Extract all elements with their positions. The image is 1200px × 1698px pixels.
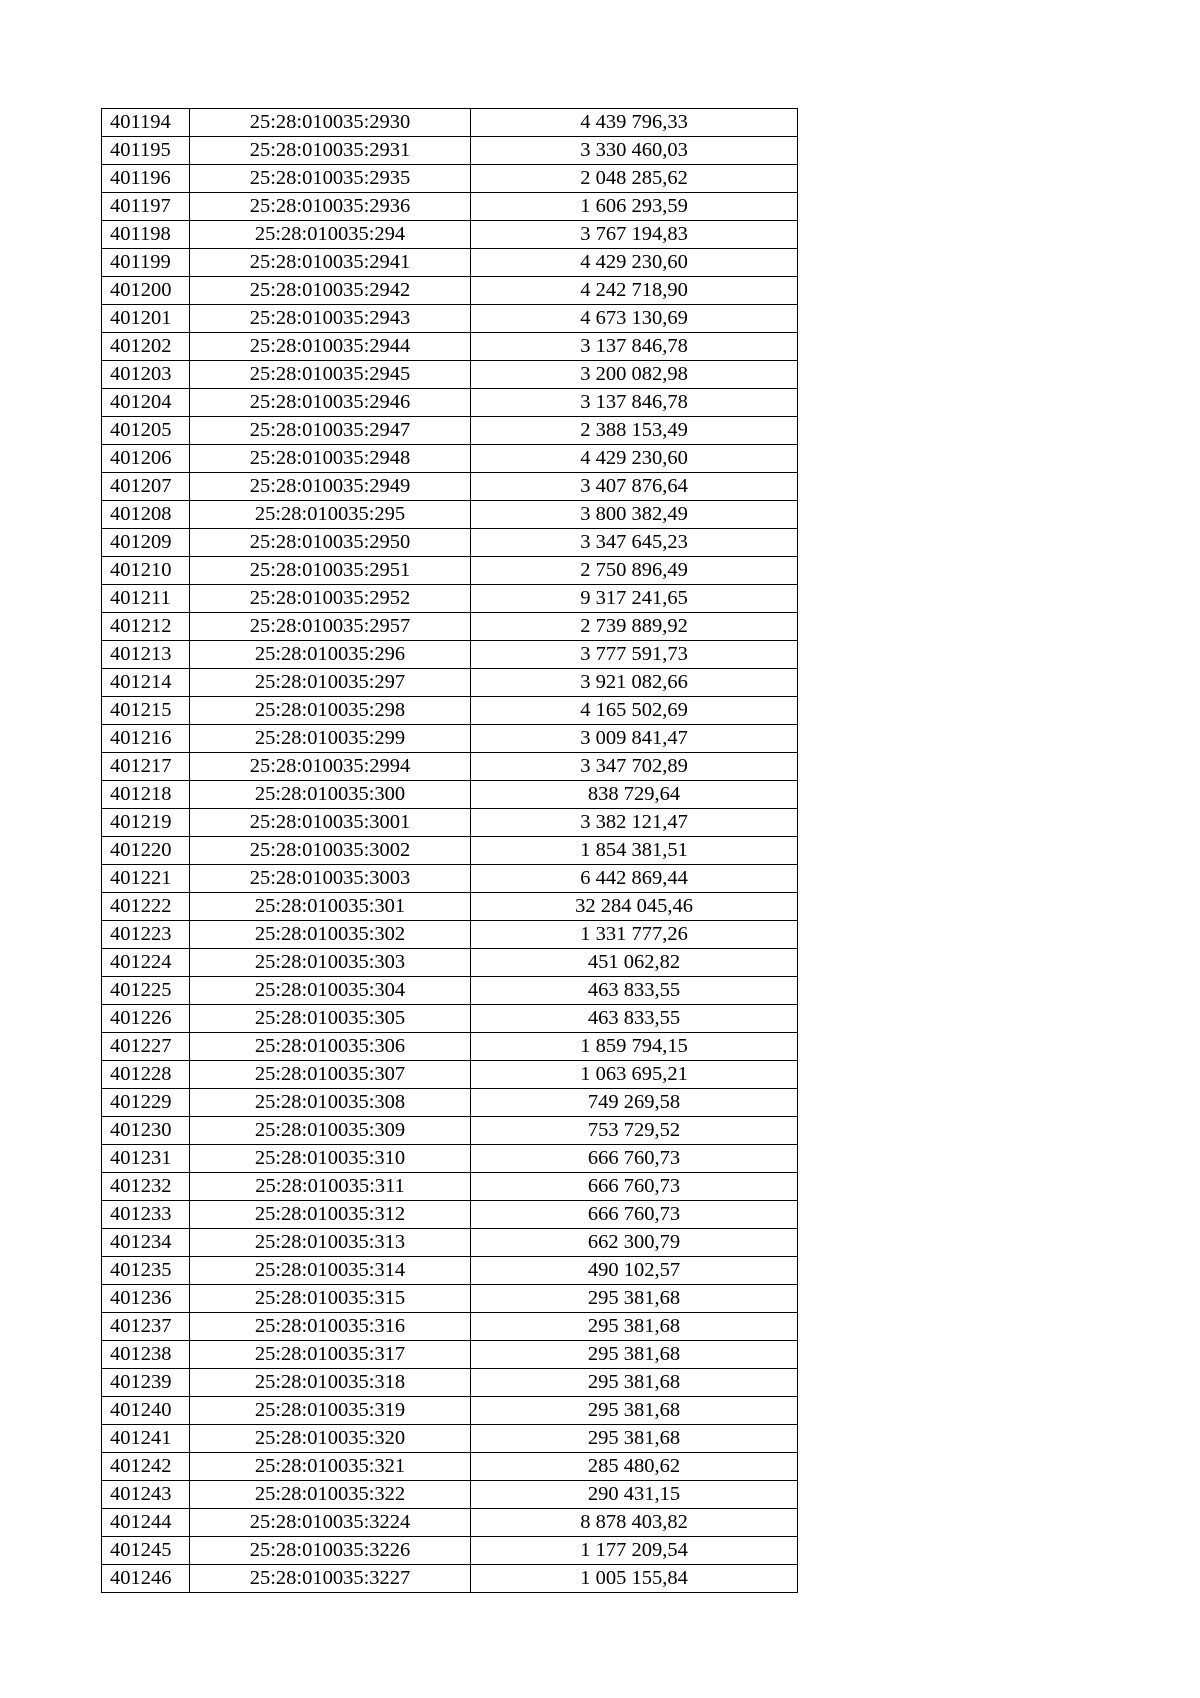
table-row (102, 893, 798, 921)
cadastral-value-cell: 2 750 896,49 (471, 557, 798, 585)
row-number-cell: 401209 (102, 529, 190, 557)
table-body (102, 109, 798, 1593)
table-row (102, 249, 798, 277)
table-row (102, 1201, 798, 1229)
cadastral-value-cell: 2 048 285,62 (471, 165, 798, 193)
cadastral-value-cell: 3 137 846,78 (471, 333, 798, 361)
cadastral-number-cell: 25:28:010035:303 (190, 949, 471, 977)
row-number-cell: 401241 (102, 1425, 190, 1453)
row-number-cell: 401240 (102, 1397, 190, 1425)
row-number-cell: 401207 (102, 473, 190, 501)
cadastral-value-table (101, 108, 798, 1593)
cadastral-value-cell: 666 760,73 (471, 1201, 798, 1229)
table-row (102, 1369, 798, 1397)
cadastral-value-cell: 666 760,73 (471, 1173, 798, 1201)
row-number-cell: 401228 (102, 1061, 190, 1089)
table-row (102, 1341, 798, 1369)
cadastral-value-cell: 4 429 230,60 (471, 445, 798, 473)
cadastral-value-cell: 3 382 121,47 (471, 809, 798, 837)
cadastral-number-cell: 25:28:010035:2957 (190, 613, 471, 641)
cadastral-value-cell: 662 300,79 (471, 1229, 798, 1257)
cadastral-value-cell: 753 729,52 (471, 1117, 798, 1145)
cadastral-number-cell: 25:28:010035:319 (190, 1397, 471, 1425)
table-row (102, 753, 798, 781)
cadastral-value-cell: 295 381,68 (471, 1341, 798, 1369)
cadastral-number-cell: 25:28:010035:313 (190, 1229, 471, 1257)
table-row (102, 221, 798, 249)
cadastral-value-cell: 6 442 869,44 (471, 865, 798, 893)
table-row (102, 613, 798, 641)
row-number-cell: 401222 (102, 893, 190, 921)
table-row (102, 781, 798, 809)
table-row (102, 865, 798, 893)
cadastral-number-cell: 25:28:010035:299 (190, 725, 471, 753)
cadastral-value-cell: 3 137 846,78 (471, 389, 798, 417)
row-number-cell: 401246 (102, 1565, 190, 1593)
row-number-cell: 401233 (102, 1201, 190, 1229)
table-row (102, 809, 798, 837)
table-row (102, 641, 798, 669)
row-number-cell: 401197 (102, 193, 190, 221)
cadastral-value-cell: 490 102,57 (471, 1257, 798, 1285)
cadastral-number-cell: 25:28:010035:2946 (190, 389, 471, 417)
row-number-cell: 401229 (102, 1089, 190, 1117)
table-row (102, 1313, 798, 1341)
table-row (102, 193, 798, 221)
row-number-cell: 401217 (102, 753, 190, 781)
table-row (102, 1509, 798, 1537)
cadastral-value-cell: 3 777 591,73 (471, 641, 798, 669)
cadastral-number-cell: 25:28:010035:294 (190, 221, 471, 249)
row-number-cell: 401227 (102, 1033, 190, 1061)
cadastral-number-cell: 25:28:010035:309 (190, 1117, 471, 1145)
row-number-cell: 401196 (102, 165, 190, 193)
cadastral-value-cell: 3 407 876,64 (471, 473, 798, 501)
cadastral-number-cell: 25:28:010035:3227 (190, 1565, 471, 1593)
cadastral-number-cell: 25:28:010035:302 (190, 921, 471, 949)
row-number-cell: 401225 (102, 977, 190, 1005)
table-row (102, 1397, 798, 1425)
table-row (102, 1537, 798, 1565)
row-number-cell: 401199 (102, 249, 190, 277)
cadastral-number-cell: 25:28:010035:311 (190, 1173, 471, 1201)
table-row (102, 1061, 798, 1089)
cadastral-value-cell: 3 200 082,98 (471, 361, 798, 389)
cadastral-value-cell: 295 381,68 (471, 1313, 798, 1341)
cadastral-number-cell: 25:28:010035:2950 (190, 529, 471, 557)
cadastral-number-cell: 25:28:010035:322 (190, 1481, 471, 1509)
cadastral-value-cell: 9 317 241,65 (471, 585, 798, 613)
cadastral-value-cell: 1 005 155,84 (471, 1565, 798, 1593)
table-row (102, 1229, 798, 1257)
cadastral-number-cell: 25:28:010035:301 (190, 893, 471, 921)
table-row (102, 1565, 798, 1593)
row-number-cell: 401208 (102, 501, 190, 529)
row-number-cell: 401242 (102, 1453, 190, 1481)
cadastral-number-cell: 25:28:010035:320 (190, 1425, 471, 1453)
row-number-cell: 401214 (102, 669, 190, 697)
row-number-cell: 401223 (102, 921, 190, 949)
table-row (102, 361, 798, 389)
table-row (102, 1481, 798, 1509)
row-number-cell: 401203 (102, 361, 190, 389)
table-row (102, 277, 798, 305)
cadastral-number-cell: 25:28:010035:2948 (190, 445, 471, 473)
row-number-cell: 401215 (102, 697, 190, 725)
cadastral-number-cell: 25:28:010035:297 (190, 669, 471, 697)
cadastral-value-cell: 1 177 209,54 (471, 1537, 798, 1565)
cadastral-number-cell: 25:28:010035:2945 (190, 361, 471, 389)
row-number-cell: 401219 (102, 809, 190, 837)
table-row (102, 137, 798, 165)
row-number-cell: 401204 (102, 389, 190, 417)
table-row (102, 109, 798, 137)
cadastral-number-cell: 25:28:010035:2994 (190, 753, 471, 781)
cadastral-value-cell: 3 921 082,66 (471, 669, 798, 697)
cadastral-number-cell: 25:28:010035:2936 (190, 193, 471, 221)
row-number-cell: 401221 (102, 865, 190, 893)
row-number-cell: 401220 (102, 837, 190, 865)
row-number-cell: 401216 (102, 725, 190, 753)
cadastral-value-cell: 3 800 382,49 (471, 501, 798, 529)
cadastral-value-cell: 463 833,55 (471, 1005, 798, 1033)
row-number-cell: 401195 (102, 137, 190, 165)
cadastral-value-cell: 1 063 695,21 (471, 1061, 798, 1089)
cadastral-value-cell: 1 606 293,59 (471, 193, 798, 221)
cadastral-number-cell: 25:28:010035:300 (190, 781, 471, 809)
row-number-cell: 401230 (102, 1117, 190, 1145)
cadastral-value-cell: 3 330 460,03 (471, 137, 798, 165)
cadastral-number-cell: 25:28:010035:317 (190, 1341, 471, 1369)
cadastral-number-cell: 25:28:010035:304 (190, 977, 471, 1005)
row-number-cell: 401205 (102, 417, 190, 445)
row-number-cell: 401231 (102, 1145, 190, 1173)
cadastral-value-cell: 295 381,68 (471, 1369, 798, 1397)
table-row (102, 1285, 798, 1313)
table-row (102, 1145, 798, 1173)
row-number-cell: 401201 (102, 305, 190, 333)
cadastral-value-cell: 463 833,55 (471, 977, 798, 1005)
table-row (102, 949, 798, 977)
cadastral-number-cell: 25:28:010035:2931 (190, 137, 471, 165)
cadastral-value-cell: 3 347 702,89 (471, 753, 798, 781)
cadastral-number-cell: 25:28:010035:2952 (190, 585, 471, 613)
cadastral-value-cell: 749 269,58 (471, 1089, 798, 1117)
cadastral-value-cell: 3 767 194,83 (471, 221, 798, 249)
table-row (102, 1005, 798, 1033)
row-number-cell: 401237 (102, 1313, 190, 1341)
cadastral-value-cell: 295 381,68 (471, 1285, 798, 1313)
cadastral-number-cell: 25:28:010035:316 (190, 1313, 471, 1341)
table-row (102, 837, 798, 865)
cadastral-value-cell: 285 480,62 (471, 1453, 798, 1481)
table-row (102, 557, 798, 585)
cadastral-number-cell: 25:28:010035:3003 (190, 865, 471, 893)
row-number-cell: 401239 (102, 1369, 190, 1397)
cadastral-number-cell: 25:28:010035:306 (190, 1033, 471, 1061)
table-row (102, 1425, 798, 1453)
cadastral-number-cell: 25:28:010035:2949 (190, 473, 471, 501)
cadastral-value-cell: 4 673 130,69 (471, 305, 798, 333)
cadastral-number-cell: 25:28:010035:2943 (190, 305, 471, 333)
table-row (102, 1453, 798, 1481)
cadastral-number-cell: 25:28:010035:2951 (190, 557, 471, 585)
cadastral-value-cell: 295 381,68 (471, 1425, 798, 1453)
cadastral-number-cell: 25:28:010035:310 (190, 1145, 471, 1173)
row-number-cell: 401243 (102, 1481, 190, 1509)
cadastral-value-cell: 838 729,64 (471, 781, 798, 809)
cadastral-number-cell: 25:28:010035:2941 (190, 249, 471, 277)
cadastral-value-cell: 4 439 796,33 (471, 109, 798, 137)
cadastral-value-cell: 32 284 045,46 (471, 893, 798, 921)
cadastral-number-cell: 25:28:010035:3001 (190, 809, 471, 837)
row-number-cell: 401224 (102, 949, 190, 977)
row-number-cell: 401234 (102, 1229, 190, 1257)
table-row (102, 529, 798, 557)
cadastral-number-cell: 25:28:010035:307 (190, 1061, 471, 1089)
cadastral-value-cell: 3 009 841,47 (471, 725, 798, 753)
cadastral-number-cell: 25:28:010035:315 (190, 1285, 471, 1313)
table-row (102, 501, 798, 529)
row-number-cell: 401198 (102, 221, 190, 249)
table-row (102, 305, 798, 333)
table-row (102, 389, 798, 417)
cadastral-value-cell: 666 760,73 (471, 1145, 798, 1173)
row-number-cell: 401235 (102, 1257, 190, 1285)
cadastral-value-cell: 3 347 645,23 (471, 529, 798, 557)
row-number-cell: 401211 (102, 585, 190, 613)
cadastral-number-cell: 25:28:010035:2942 (190, 277, 471, 305)
cadastral-value-cell: 295 381,68 (471, 1397, 798, 1425)
cadastral-number-cell: 25:28:010035:2944 (190, 333, 471, 361)
cadastral-number-cell: 25:28:010035:296 (190, 641, 471, 669)
cadastral-number-cell: 25:28:010035:298 (190, 697, 471, 725)
cadastral-number-cell: 25:28:010035:295 (190, 501, 471, 529)
cadastral-value-cell: 8 878 403,82 (471, 1509, 798, 1537)
cadastral-value-cell: 4 429 230,60 (471, 249, 798, 277)
row-number-cell: 401238 (102, 1341, 190, 1369)
row-number-cell: 401232 (102, 1173, 190, 1201)
cadastral-value-cell: 1 854 381,51 (471, 837, 798, 865)
row-number-cell: 401210 (102, 557, 190, 585)
table-row (102, 669, 798, 697)
table-row (102, 445, 798, 473)
cadastral-number-cell: 25:28:010035:2935 (190, 165, 471, 193)
table-row (102, 165, 798, 193)
cadastral-number-cell: 25:28:010035:312 (190, 1201, 471, 1229)
cadastral-number-cell: 25:28:010035:318 (190, 1369, 471, 1397)
cadastral-number-cell: 25:28:010035:321 (190, 1453, 471, 1481)
row-number-cell: 401245 (102, 1537, 190, 1565)
table-row (102, 585, 798, 613)
row-number-cell: 401206 (102, 445, 190, 473)
cadastral-number-cell: 25:28:010035:2930 (190, 109, 471, 137)
table-row (102, 697, 798, 725)
table-row (102, 417, 798, 445)
cadastral-number-cell: 25:28:010035:314 (190, 1257, 471, 1285)
cadastral-number-cell: 25:28:010035:3002 (190, 837, 471, 865)
cadastral-number-cell: 25:28:010035:3224 (190, 1509, 471, 1537)
table-row (102, 977, 798, 1005)
table-row (102, 1089, 798, 1117)
table-row (102, 333, 798, 361)
table-row (102, 473, 798, 501)
row-number-cell: 401200 (102, 277, 190, 305)
cadastral-number-cell: 25:28:010035:305 (190, 1005, 471, 1033)
table-row (102, 1173, 798, 1201)
cadastral-value-cell: 290 431,15 (471, 1481, 798, 1509)
cadastral-value-cell: 451 062,82 (471, 949, 798, 977)
cadastral-value-cell: 4 165 502,69 (471, 697, 798, 725)
cadastral-number-cell: 25:28:010035:3226 (190, 1537, 471, 1565)
table-row (102, 1033, 798, 1061)
cadastral-number-cell: 25:28:010035:2947 (190, 417, 471, 445)
cadastral-number-cell: 25:28:010035:308 (190, 1089, 471, 1117)
row-number-cell: 401244 (102, 1509, 190, 1537)
cadastral-value-cell: 4 242 718,90 (471, 277, 798, 305)
cadastral-value-cell: 1 331 777,26 (471, 921, 798, 949)
cadastral-value-cell: 2 739 889,92 (471, 613, 798, 641)
row-number-cell: 401202 (102, 333, 190, 361)
table-row (102, 1117, 798, 1145)
row-number-cell: 401212 (102, 613, 190, 641)
row-number-cell: 401194 (102, 109, 190, 137)
cadastral-value-cell: 2 388 153,49 (471, 417, 798, 445)
row-number-cell: 401226 (102, 1005, 190, 1033)
row-number-cell: 401213 (102, 641, 190, 669)
cadastral-value-cell: 1 859 794,15 (471, 1033, 798, 1061)
table-row (102, 921, 798, 949)
row-number-cell: 401218 (102, 781, 190, 809)
table-row (102, 725, 798, 753)
row-number-cell: 401236 (102, 1285, 190, 1313)
table-row (102, 1257, 798, 1285)
